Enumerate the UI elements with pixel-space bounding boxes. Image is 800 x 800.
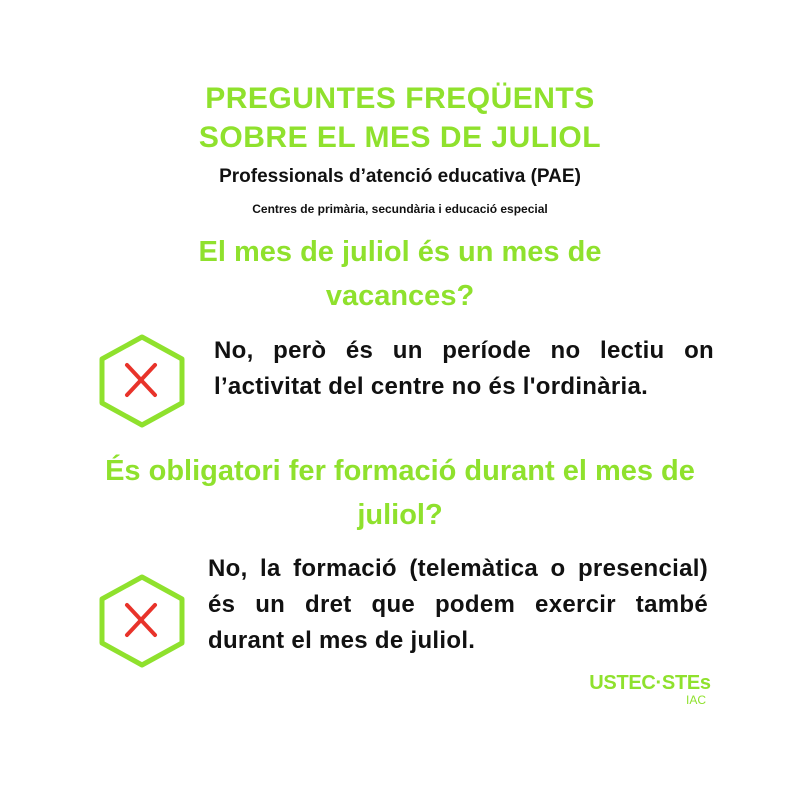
faq-answer-2: No, la formació (telemàtica o presencial) és un dret que podem exercir també durant el mes de juliol.	[208, 555, 708, 654]
organization-logo	[585, 672, 715, 706]
page-subtitle: Professionals d’atenció educativa (PAE)	[219, 166, 581, 187]
logo-text: USTEC·STEs	[589, 672, 711, 694]
cross-icon	[94, 573, 190, 669]
logo-subtext: IAC	[685, 693, 706, 707]
faq-question-2: És obligatori fer formació durant el mes de juliol?	[105, 455, 695, 531]
page-title-line1: PREGUNTES FREQÜENTS	[205, 82, 595, 115]
faq-question-1: El mes de juliol és un mes de vacances?	[198, 236, 602, 312]
cross-icon	[94, 333, 190, 429]
page-subsubtitle: Centres de primària, secundària i educació especial	[252, 202, 548, 216]
page-title-line2: SOBRE EL MES DE JULIOL	[198, 121, 602, 154]
faq-answer-1: No, però és un període no lectiu on l’activitat del centre no és l'ordinària.	[214, 337, 714, 400]
